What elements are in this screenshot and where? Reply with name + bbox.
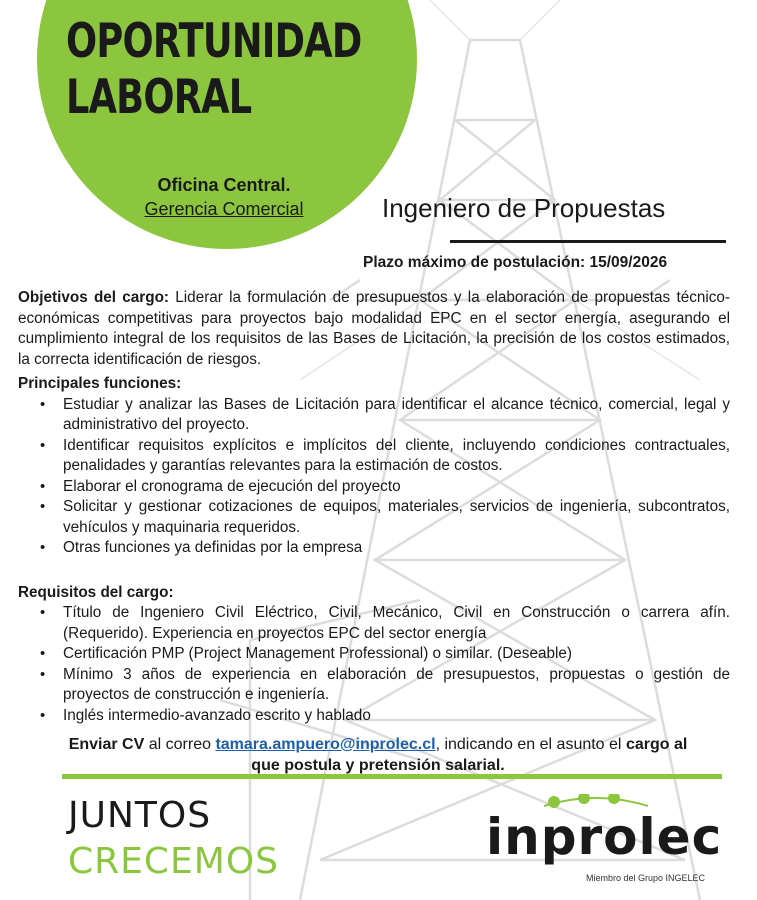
apply-instructions [58, 734, 698, 776]
apply-lead: Enviar CV [68, 736, 145, 753]
logo-tagline: Miembro del Grupo INGELEC [586, 873, 706, 883]
apply-emphasis: cargo al que postula y pretensión salarial. [251, 736, 688, 774]
objective-text: Liderar la formulación de presupuestos y la elaboración de propuestas técnico-económicas competitivas para proyectos bajo modalidad EPC en el sector energía, asegurando el cumplimiento integral de los requisitos de las Bases de Licitación, la precisión de los costos estimados, la correcta identificación de riesgos. [18, 289, 731, 368]
slogan-line-1: JUNTOS [68, 795, 212, 836]
list-item: • Elaborar el cronograma de ejecución del proyecto [40, 477, 730, 498]
list-item: • Identificar requisitos explícitos e implícitos del cliente, incluyendo condiciones contractuales, penalidades y garantías relevantes para la estimación de costos. [40, 436, 730, 477]
objective-label: Objetivos del cargo: [18, 289, 170, 306]
headline-line-2: LABORAL [66, 70, 252, 125]
logo-wordmark: inprolec [486, 808, 723, 866]
footer-divider [62, 774, 722, 779]
inprolec-logo [482, 790, 722, 890]
apply-text-2: , indicando en el asunto el [435, 736, 622, 753]
office-name: Oficina Central. [157, 175, 291, 195]
functions-list [40, 395, 730, 559]
list-item: • Título de Ingeniero Civil Eléctrico, Civil, Mecánico, Civil en Construcción o carrera afín. (Requerido). Experiencia en proyectos EPC del sector energía [40, 603, 730, 644]
application-deadline: Plazo máximo de postulación: 15/09/2026 [363, 254, 668, 271]
headline [66, 14, 362, 126]
slogan [68, 793, 279, 885]
email-link[interactable]: tamara.ampuero@inprolec.cl [215, 736, 436, 753]
list-item: • Mínimo 3 años de experiencia en elaboración de presupuestos, propuestas o gestión de proyectos de construcción e ingeniería. [40, 665, 730, 706]
title-underline [450, 240, 726, 243]
office-department: Gerencia Comercial [144, 199, 304, 219]
office-block [120, 173, 328, 221]
list-item: • Estudiar y analizar las Bases de Licitación para identificar el alcance técnico, comercial, legal y administrativo del proyecto. [40, 395, 730, 436]
requirements-list [40, 603, 730, 726]
job-title: Ingeniero de Propuestas [382, 193, 666, 223]
requirements-heading: Requisitos del cargo: [18, 583, 174, 601]
slogan-line-2: CRECEMOS [68, 841, 280, 882]
list-item: • Solicitar y gestionar cotizaciones de equipos, materiales, servicios de ingeniería, subcontratos, vehículos y maquinaria requeridos. [40, 497, 730, 538]
objective-paragraph [18, 288, 730, 370]
list-item: • Otras funciones ya definidas por la empresa [40, 538, 730, 559]
job-description [18, 288, 730, 726]
list-item: • Inglés intermedio-avanzado escrito y hablado [40, 706, 730, 727]
functions-heading: Principales funciones: [18, 375, 182, 392]
apply-text-1: al correo [148, 736, 211, 753]
headline-line-1: OPORTUNIDAD [66, 14, 362, 69]
list-item: • Certificación PMP (Project Management Professional) o similar. (Deseable) [40, 644, 730, 665]
